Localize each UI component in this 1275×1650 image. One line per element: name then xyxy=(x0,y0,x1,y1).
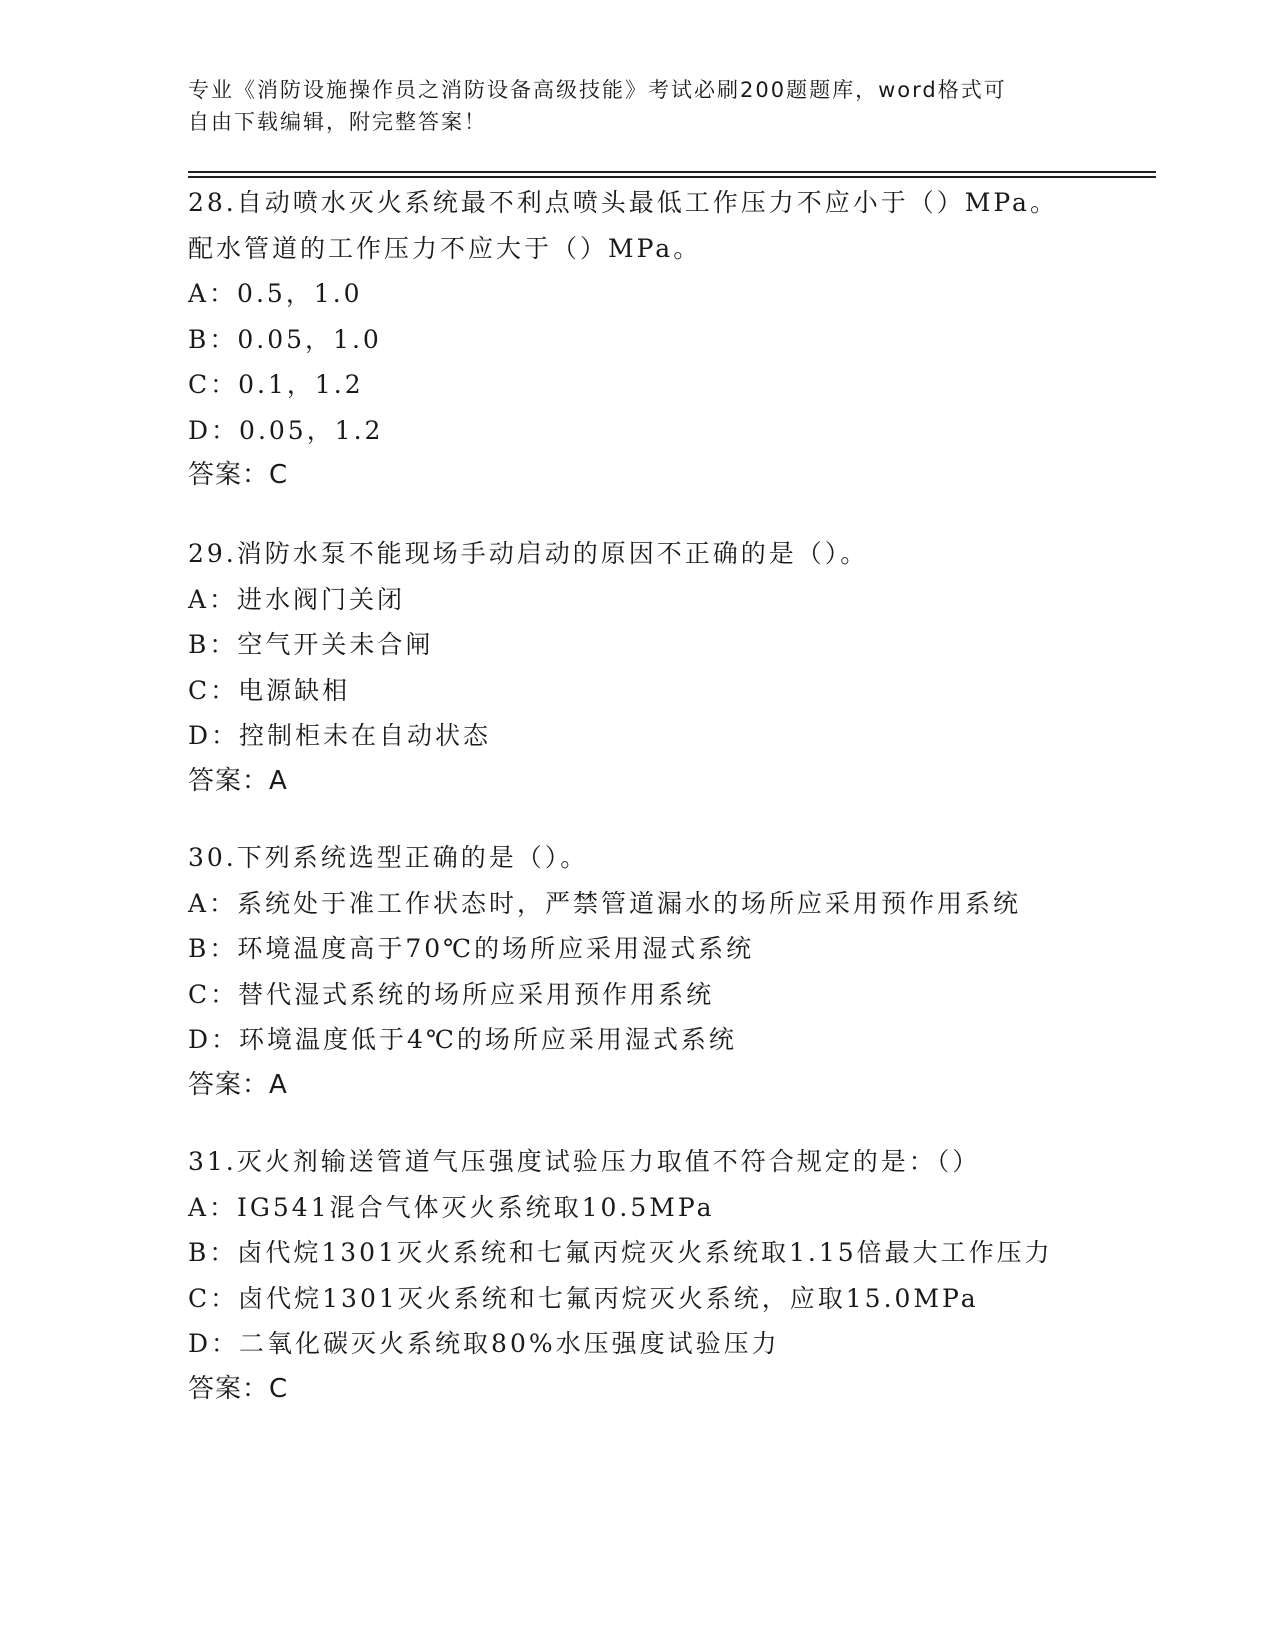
option-c: C：卤代烷1301灭火系统和七氟丙烷灭火系统，应取15.0MPa xyxy=(188,1283,979,1313)
option-a: A：进水阀门关闭 xyxy=(188,584,406,614)
option-b: B：卤代烷1301灭火系统和七氟丙烷灭火系统取1.15倍最大工作压力 xyxy=(188,1238,1053,1267)
question-30 xyxy=(188,835,1168,1108)
option-b: B：空气开关未合闸 xyxy=(188,630,434,659)
option-d: D：二氧化碳灭火系统取80%水压强度试验压力 xyxy=(188,1329,780,1358)
document-header xyxy=(188,74,1088,138)
option-b: B：0.05，1.0 xyxy=(188,324,382,354)
option-b: B：环境温度高于70℃的场所应采用湿式系统 xyxy=(188,934,755,963)
question-29 xyxy=(188,531,1168,804)
question-stem: 31.灭火剂输送管道气压强度试验压力取值不符合规定的是：（） xyxy=(188,1147,981,1176)
answer: 答案：C xyxy=(188,1373,289,1404)
answer: 答案：A xyxy=(188,765,288,796)
answer: 答案：A xyxy=(188,1069,288,1100)
question-28 xyxy=(188,180,1168,499)
header-divider-bottom xyxy=(188,176,1156,178)
header-line-1: 专业《消防设施操作员之消防设备高级技能》考试必刷200题题库，word格式可 xyxy=(188,78,1007,102)
option-c: C：电源缺相 xyxy=(188,675,351,705)
option-c: C：0.1，1.2 xyxy=(188,370,364,399)
option-d: D：控制柜未在自动状态 xyxy=(188,721,492,750)
option-a: A：系统处于准工作状态时，严禁管道漏水的场所应采用预作用系统 xyxy=(188,888,1022,918)
question-stem: 30.下列系统选型正确的是（）。 xyxy=(188,843,589,872)
option-c: C：替代湿式系统的场所应采用预作用系统 xyxy=(188,979,715,1009)
answer: 答案：C xyxy=(188,460,289,490)
option-d: D：环境温度低于4℃的场所应采用湿式系统 xyxy=(188,1025,737,1054)
question-31 xyxy=(188,1139,1168,1412)
question-stem: 29.消防水泵不能现场手动启动的原因不正确的是（）。 xyxy=(188,539,869,568)
option-d: D：0.05，1.2 xyxy=(188,415,384,445)
option-a: A：IG541混合气体灭火系统取10.5MPa xyxy=(188,1192,715,1222)
option-a: A：0.5，1.0 xyxy=(188,279,363,308)
question-stem: 28.自动喷水灭火系统最不利点喷头最低工作压力不应小于（）MPa。 xyxy=(188,188,1058,217)
header-divider-top xyxy=(188,171,1156,173)
question-stem: 配水管道的工作压力不应大于（）MPa。 xyxy=(188,233,702,263)
header-line-2: 自由下载编辑，附完整答案！ xyxy=(188,110,487,134)
